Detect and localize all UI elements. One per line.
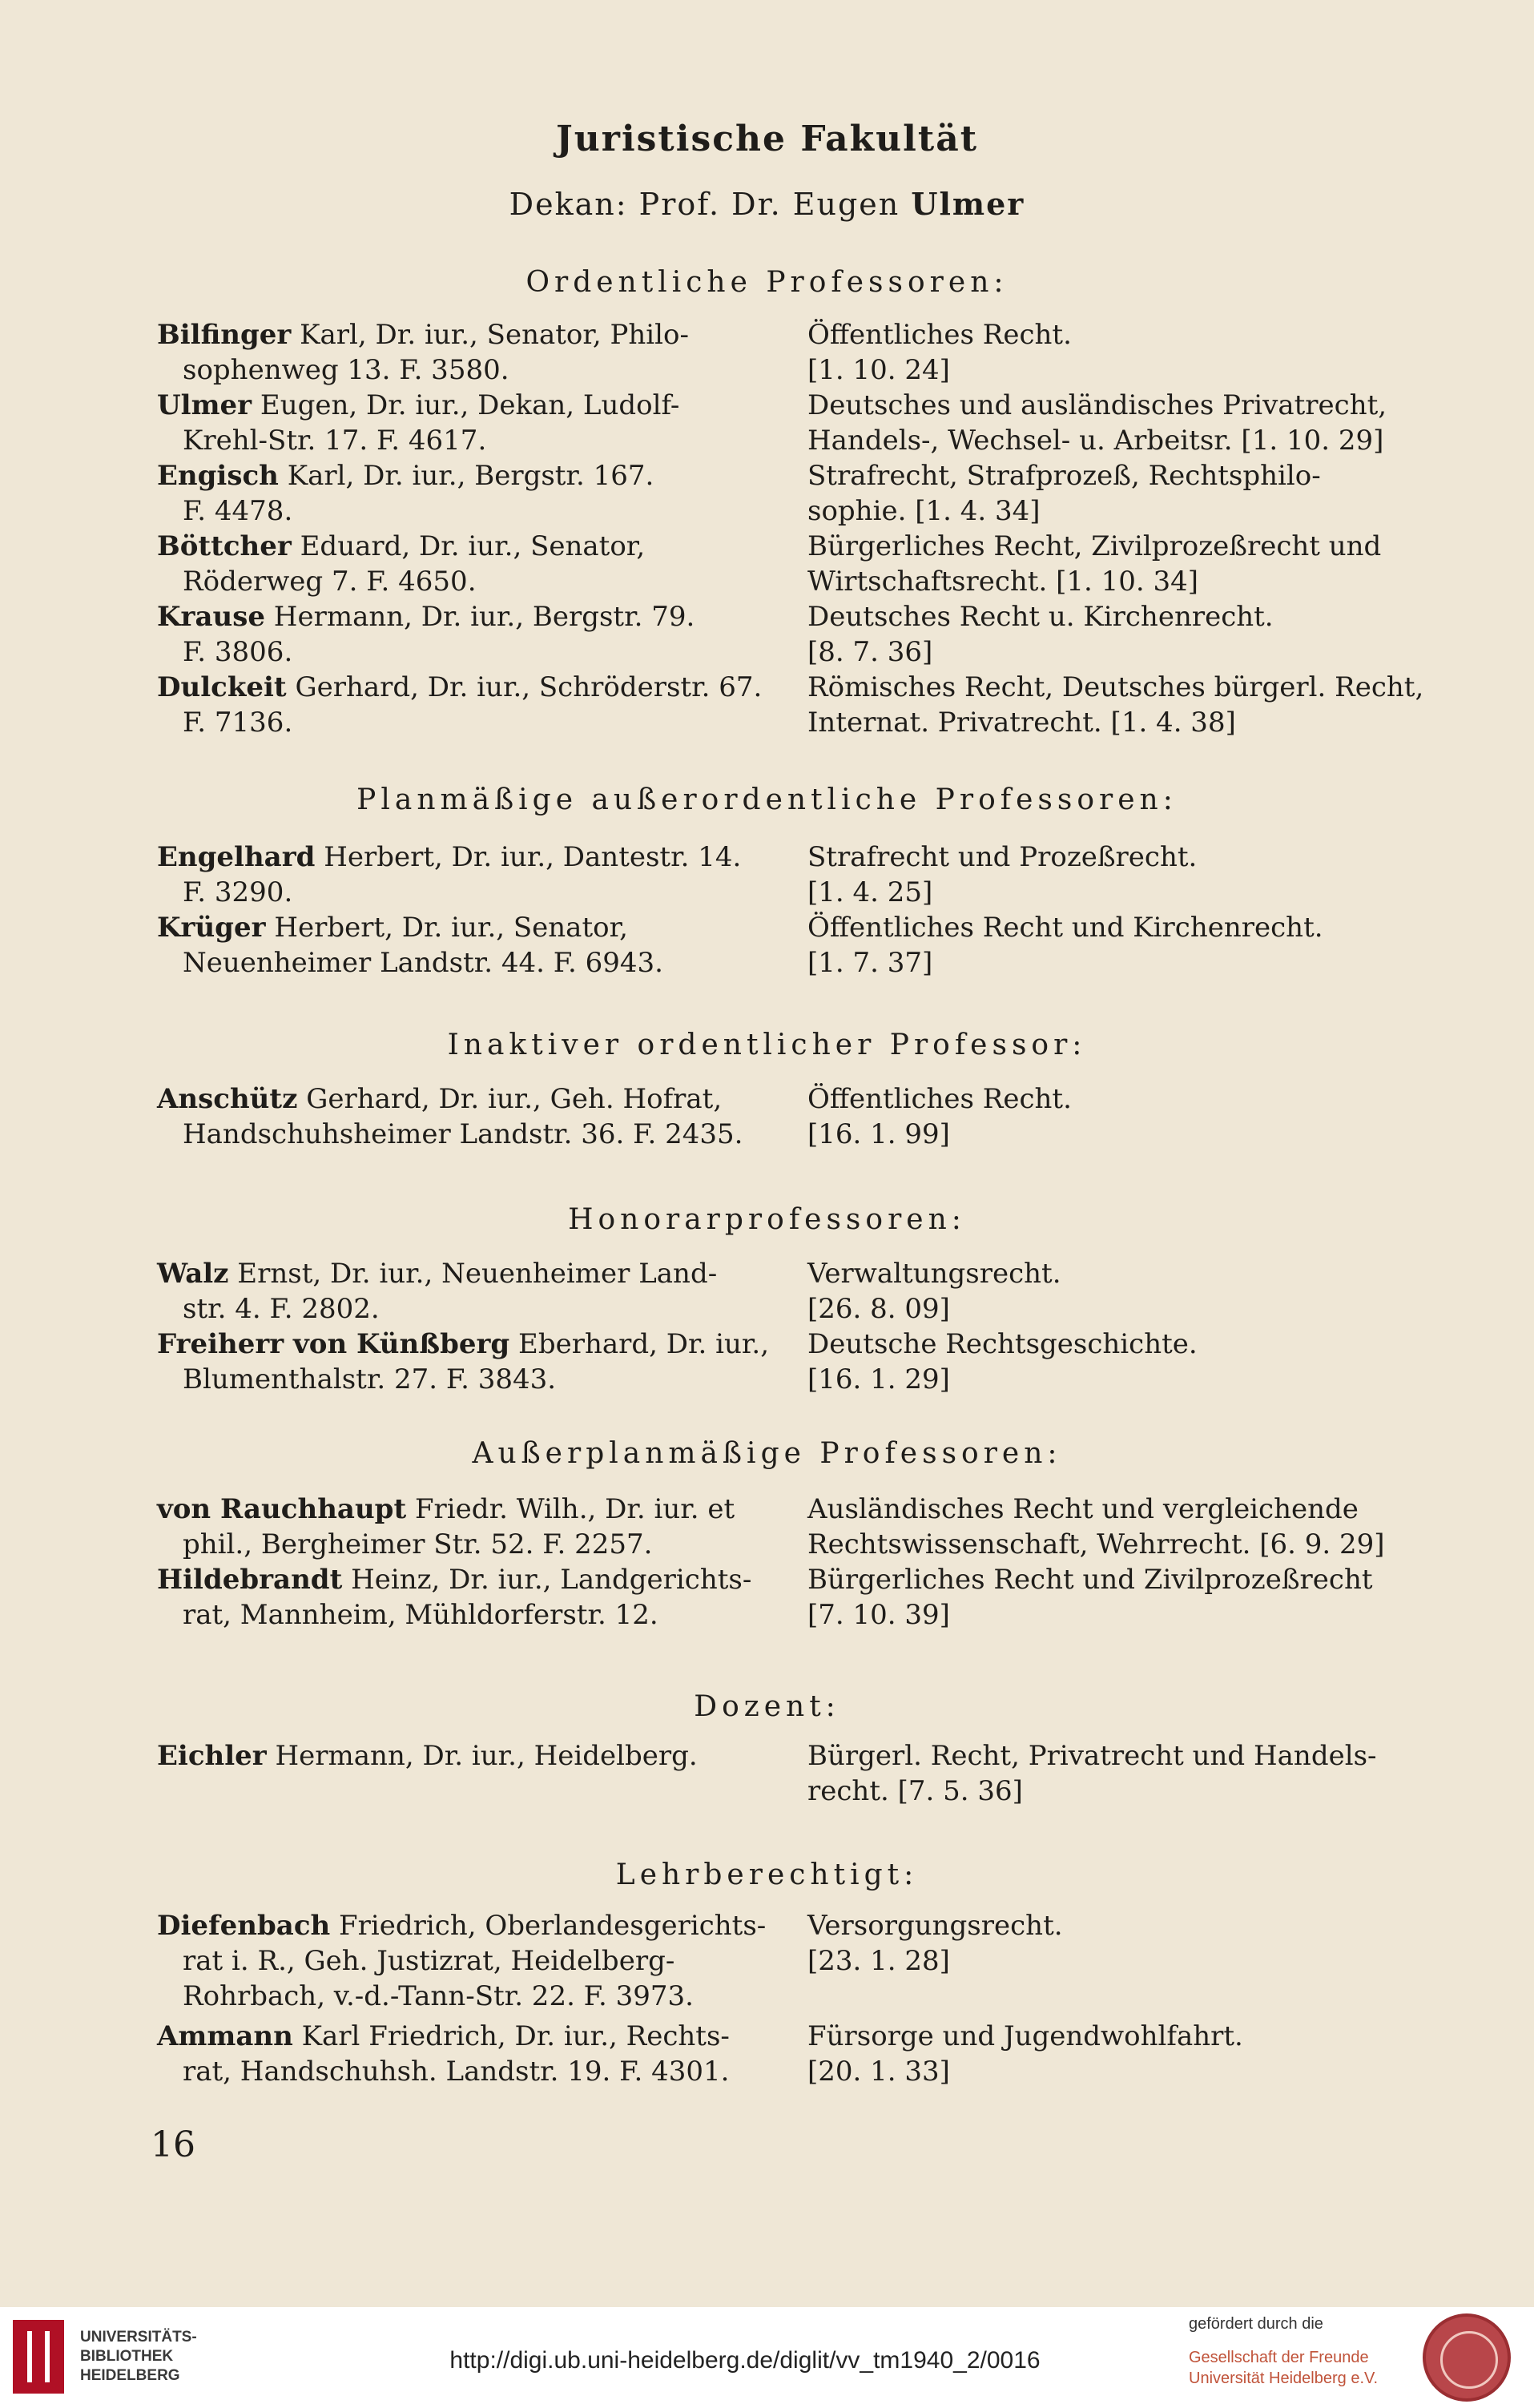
entry-engisch: [157, 458, 790, 529]
field-krause: [807, 599, 1448, 670]
person-details: Heinz, Dr. iur., Landgerichts-: [342, 1564, 752, 1596]
appointment-date: [16. 1. 29]: [807, 1363, 950, 1395]
entry-engelhard: [157, 840, 790, 910]
person-details: Ernst, Dr. iur., Neuenheimer Land-: [228, 1258, 718, 1290]
person-address: Krehl-Str. 17. F. 4617.: [183, 425, 487, 457]
subject: Versorgungsrecht.: [807, 1910, 1063, 1942]
surname: Bilfinger: [157, 319, 292, 351]
person-details: Karl Friedrich, Dr. iur., Rechts-: [292, 2020, 730, 2052]
surname: Krüger: [157, 912, 266, 944]
surname: Eichler: [157, 1740, 267, 1772]
field-diefenbach: [807, 1908, 1448, 1979]
person-address: str. 4. F. 2802.: [183, 1293, 380, 1325]
person-details: Friedrich, Oberlandesgerichts-: [330, 1910, 767, 1942]
surname: Walz: [157, 1258, 229, 1290]
field-engelhard: [807, 840, 1448, 910]
field-kuenssberg: [807, 1327, 1448, 1397]
subject-continued: sophie. [1. 4. 34]: [807, 495, 1041, 527]
person-address: Röderweg 7. F. 4650.: [183, 566, 477, 598]
subject: Öffentliches Recht.: [807, 319, 1072, 351]
field-walz: [807, 1256, 1448, 1327]
surname: Engisch: [157, 460, 279, 492]
library-name-line: BIBLIOTHEK: [80, 2348, 174, 2365]
appointment-date: [1. 10. 24]: [807, 354, 950, 386]
appointment-date: [7. 10. 39]: [807, 1599, 950, 1631]
page-number: 16: [151, 2124, 195, 2165]
field-anschuetz: [807, 1081, 1448, 1152]
person-details: Eberhard, Dr. iur.,: [509, 1328, 770, 1360]
sponsor-name-line: Universität Heidelberg e.V.: [1189, 2370, 1379, 2387]
footer-bar: [0, 2307, 1534, 2408]
person-details: Eugen, Dr. iur., Dekan, Ludolf-: [252, 389, 680, 421]
entry-hildebrandt: [157, 1562, 790, 1633]
entry-rauchhaupt: [157, 1492, 790, 1562]
appointment-date: [20. 1. 33]: [807, 2056, 950, 2088]
library-name-line: UNIVERSITÄTS-: [80, 2329, 197, 2346]
person-details: Karl, Dr. iur., Bergstr. 167.: [278, 460, 654, 492]
faculty-title: Juristische Fakultät: [555, 119, 979, 159]
person-details: Gerhard, Dr. iur., Schröderstr. 67.: [286, 671, 763, 703]
person-address: Rohrbach, v.-d.-Tann-Str. 22. F. 3973.: [183, 1980, 694, 2012]
library-name: [80, 2328, 197, 2386]
section-heading-honorary: Honorarprofessoren:: [568, 1203, 966, 1236]
person-details: Gerhard, Dr. iur., Geh. Hofrat,: [297, 1083, 723, 1115]
subject: Bürgerliches Recht, Zivilprozeßrecht und: [807, 530, 1382, 562]
appointment-date: [23. 1. 28]: [807, 1945, 950, 1977]
subject: Verwaltungsrecht.: [807, 1258, 1061, 1290]
entry-krause: [157, 599, 790, 670]
person-address: rat, Mannheim, Mühldorferstr. 12.: [183, 1599, 658, 1631]
subject-continued: recht. [7. 5. 36]: [807, 1775, 1023, 1807]
person-address: rat, Handschuhsh. Landstr. 19. F. 4301.: [183, 2056, 730, 2088]
dean-name: Ulmer: [911, 186, 1025, 222]
field-krueger: [807, 910, 1448, 981]
appointment-date: [1. 4. 25]: [807, 876, 933, 908]
entry-walz: [157, 1256, 790, 1327]
sponsor-name: [1189, 2347, 1378, 2389]
subject: Strafrecht und Prozeßrecht.: [807, 841, 1198, 873]
sponsor-name-line: Gesellschaft der Freunde: [1189, 2349, 1369, 2366]
subject: Fürsorge und Jugendwohlfahrt.: [807, 2020, 1243, 2052]
person-address: F. 4478.: [183, 495, 293, 527]
subject-continued: Internat. Privatrecht. [1. 4. 38]: [807, 707, 1236, 739]
entry-ammann: [157, 2019, 790, 2089]
university-seal-icon: [1423, 2313, 1511, 2402]
person-address: Blumenthalstr. 27. F. 3843.: [183, 1363, 557, 1395]
entry-bilfinger: [157, 317, 790, 388]
surname: von Rauchhaupt: [157, 1493, 407, 1525]
field-dulckeit: [807, 670, 1448, 740]
field-ammann: [807, 2019, 1448, 2089]
surname: Dulckeit: [157, 671, 287, 703]
person-address: F. 3290.: [183, 876, 293, 908]
dean-line: [0, 186, 1534, 222]
field-boettcher: [807, 529, 1448, 599]
subject-continued: Handels-, Wechsel- u. Arbeitsr. [1. 10. 29]: [807, 425, 1384, 457]
person-address: sophenweg 13. F. 3580.: [183, 354, 509, 386]
dean-prefix: Dekan: Prof. Dr. Eugen: [509, 187, 900, 222]
entry-anschuetz: [157, 1081, 790, 1152]
library-name-line: HEIDELBERG: [80, 2367, 180, 2384]
person-details: Karl, Dr. iur., Senator, Philo-: [291, 319, 689, 351]
surname: Hildebrandt: [157, 1564, 343, 1596]
library-logo-icon: [13, 2320, 64, 2394]
surname: Freiherr von Künßberg: [157, 1328, 510, 1360]
person-details: Eduard, Dr. iur., Senator,: [291, 530, 646, 562]
field-hildebrandt: [807, 1562, 1448, 1633]
appointment-date: [1. 7. 37]: [807, 947, 933, 979]
subject: Deutsches Recht u. Kirchenrecht.: [807, 601, 1274, 633]
field-engisch: [807, 458, 1448, 529]
field-bilfinger: [807, 317, 1448, 388]
entry-ulmer: [157, 388, 790, 458]
section-heading-authorized: Lehrberechtigt:: [615, 1858, 919, 1891]
surname: Böttcher: [157, 530, 292, 562]
section-heading-extraordinary: Außerplanmäßige Professoren:: [472, 1437, 1062, 1470]
surname: Engelhard: [157, 841, 316, 873]
surname: Krause: [157, 601, 265, 633]
subject: Ausländisches Recht und vergleichende: [807, 1493, 1359, 1525]
section-heading-inactive: Inaktiver ordentlicher Professor:: [447, 1029, 1087, 1061]
entry-dulckeit: [157, 670, 790, 740]
subject: Öffentliches Recht.: [807, 1083, 1072, 1115]
subject: Deutsche Rechtsgeschichte.: [807, 1328, 1198, 1360]
entry-boettcher: [157, 529, 790, 599]
appointment-date: [16. 1. 99]: [807, 1118, 950, 1150]
person-details-continued: rat i. R., Geh. Justizrat, Heidelberg-: [183, 1945, 675, 1977]
person-details: Hermann, Dr. iur., Bergstr. 79.: [265, 601, 695, 633]
person-address: F. 7136.: [183, 707, 293, 739]
subject: Öffentliches Recht und Kirchenrecht.: [807, 912, 1323, 944]
subject-continued: Wirtschaftsrecht. [1. 10. 34]: [807, 566, 1199, 598]
person-address: phil., Bergheimer Str. 52. F. 2257.: [183, 1528, 653, 1560]
entry-krueger: [157, 910, 790, 981]
subject: Strafrecht, Strafprozeß, Rechtsphilo-: [807, 460, 1321, 492]
field-eichler: [807, 1738, 1448, 1809]
entry-diefenbach: [157, 1908, 790, 2014]
source-url-link[interactable]: http://digi.ub.uni-heidelberg.de/diglit/vv_tm1940_2/0016: [449, 2347, 1041, 2374]
subject: Deutsches und ausländisches Privatrecht,: [807, 389, 1387, 421]
person-details: Friedr. Wilh., Dr. iur. et: [406, 1493, 735, 1525]
field-rauchhaupt: [807, 1492, 1448, 1562]
section-heading-ordinary: Ordentliche Professoren:: [525, 266, 1009, 299]
surname: Anschütz: [157, 1083, 298, 1115]
field-ulmer: [807, 388, 1448, 458]
surname: Ammann: [157, 2020, 293, 2052]
appointment-date: [8. 7. 36]: [807, 636, 933, 668]
person-address: Neuenheimer Landstr. 44. F. 6943.: [183, 947, 663, 979]
surname: Ulmer: [157, 389, 252, 421]
surname: Diefenbach: [157, 1910, 331, 1942]
person-details: Herbert, Dr. iur., Senator,: [265, 912, 628, 944]
subject: Bürgerl. Recht, Privatrecht und Handels-: [807, 1740, 1377, 1772]
entry-kuenssberg: [157, 1327, 790, 1397]
entry-eichler: [157, 1738, 790, 1774]
section-heading-lecturer: Dozent:: [694, 1690, 840, 1723]
subject: Bürgerliches Recht und Zivilprozeßrecht: [807, 1564, 1373, 1596]
person-address: F. 3806.: [183, 636, 293, 668]
appointment-date: [26. 8. 09]: [807, 1293, 950, 1325]
subject-continued: Rechtswissenschaft, Wehrrecht. [6. 9. 29]: [807, 1528, 1385, 1560]
section-heading-planned: Planmäßige außerordentliche Professoren:: [356, 783, 1178, 816]
person-details: Hermann, Dr. iur., Heidelberg.: [266, 1740, 698, 1772]
sponsor-note: gefördert durch die: [1189, 2315, 1323, 2333]
subject: Römisches Recht, Deutsches bürgerl. Recht,: [807, 671, 1424, 703]
person-address: Handschuhsheimer Landstr. 36. F. 2435.: [183, 1118, 743, 1150]
person-details: Herbert, Dr. iur., Dantestr. 14.: [315, 841, 742, 873]
